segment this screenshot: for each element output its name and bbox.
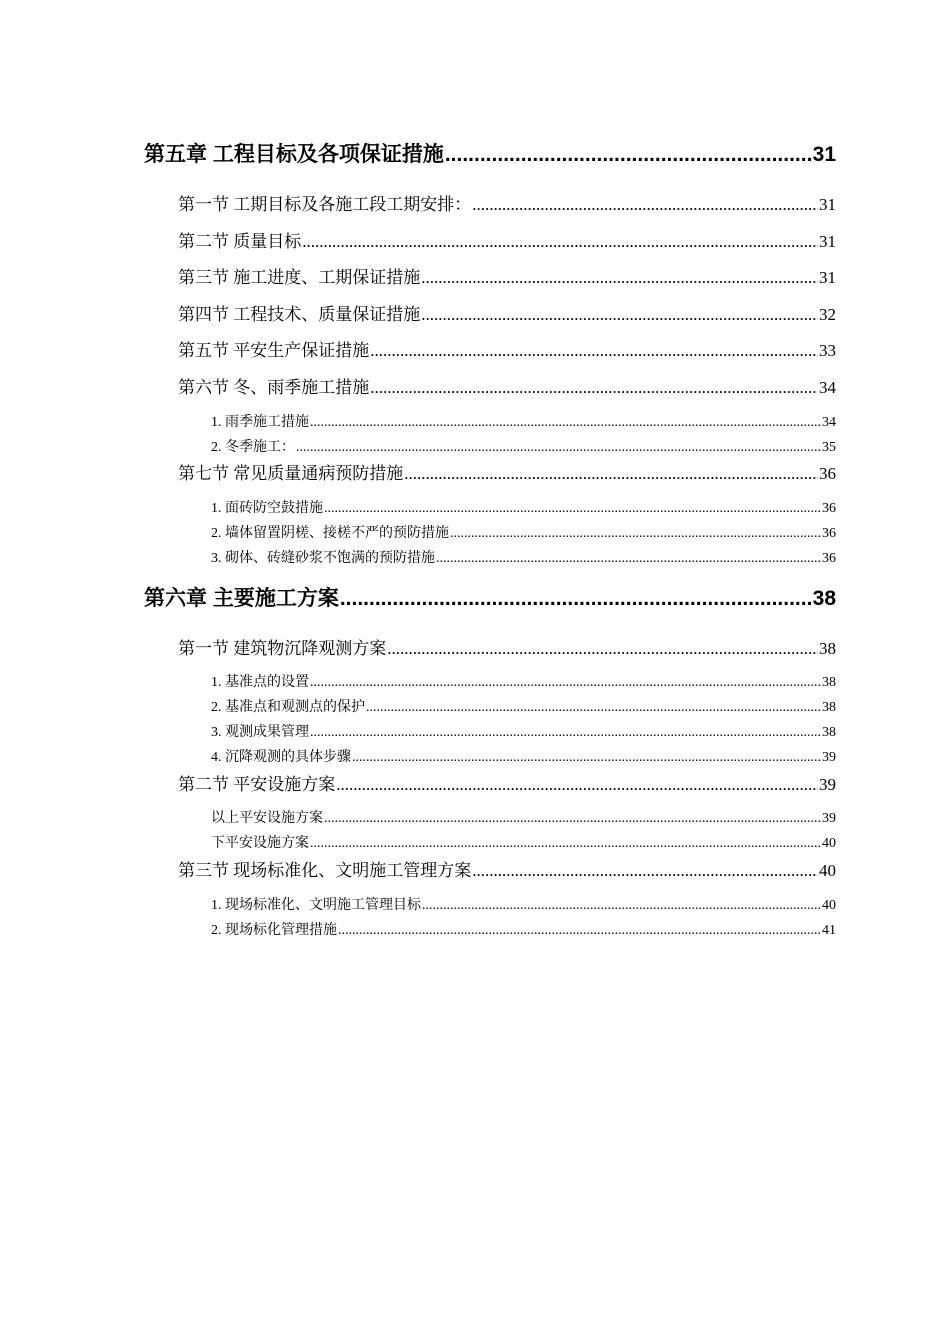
toc-subsection[interactable] bbox=[211, 807, 836, 827]
toc-label: 第二节 质量目标 bbox=[178, 232, 302, 251]
toc-subsection[interactable] bbox=[211, 436, 836, 456]
toc-section[interactable] bbox=[178, 770, 836, 795]
leader-dots bbox=[296, 440, 821, 456]
toc-label: 以上平安设施方案 bbox=[211, 811, 323, 826]
toc-label: 3. 砌体、砖缝砂浆不饱满的预防措施 bbox=[211, 551, 435, 566]
toc-label: 3. 观测成果管理 bbox=[211, 725, 309, 740]
toc-page-number: 38 bbox=[822, 725, 836, 740]
toc-chapter[interactable] bbox=[144, 582, 836, 612]
toc-page-number: 38 bbox=[822, 675, 836, 690]
toc-label: 第五章 工程目标及各项保证措施 bbox=[144, 143, 444, 166]
toc-page-number: 35 bbox=[822, 440, 836, 455]
leader-dots bbox=[422, 898, 821, 914]
toc-label: 1. 现场标准化、文明施工管理目标 bbox=[211, 898, 421, 913]
toc-section[interactable] bbox=[178, 459, 836, 484]
leader-dots bbox=[340, 587, 812, 611]
toc-section[interactable] bbox=[178, 634, 836, 659]
toc-section[interactable] bbox=[178, 373, 836, 398]
toc-label: 第三节 现场标准化、文明施工管理方案 bbox=[178, 861, 472, 880]
toc-subsection[interactable] bbox=[211, 411, 836, 431]
leader-dots bbox=[366, 700, 821, 716]
toc-page-number: 36 bbox=[822, 551, 836, 566]
toc-label: 1. 面砖防空鼓措施 bbox=[211, 501, 323, 516]
toc-label: 第五节 平安生产保证措施 bbox=[178, 341, 370, 360]
leader-dots bbox=[450, 526, 821, 542]
toc-subsection[interactable] bbox=[211, 919, 836, 939]
toc-label: 2. 墙体留置阴槎、接槎不严的预防措施 bbox=[211, 526, 449, 541]
toc-page-number: 31 bbox=[819, 268, 836, 287]
toc-page-number: 36 bbox=[822, 526, 836, 541]
toc-label: 下平安设施方案 bbox=[211, 836, 309, 851]
leader-dots bbox=[370, 378, 818, 398]
toc-section[interactable] bbox=[178, 227, 836, 252]
toc-page-number: 40 bbox=[822, 898, 836, 913]
leader-dots bbox=[310, 415, 821, 431]
toc-label: 第一节 工期目标及各施工段工期安排： bbox=[178, 195, 472, 214]
toc-page-number: 39 bbox=[822, 750, 836, 765]
toc-page-number: 41 bbox=[822, 923, 836, 938]
toc-label: 1. 基准点的设置 bbox=[211, 675, 309, 690]
toc-label: 第七节 常见质量通病预防措施 bbox=[178, 464, 404, 483]
toc-page-number: 40 bbox=[819, 861, 836, 880]
toc-section[interactable] bbox=[178, 263, 836, 288]
leader-dots bbox=[302, 232, 818, 252]
leader-dots bbox=[404, 464, 818, 484]
toc-subsection[interactable] bbox=[211, 894, 836, 914]
leader-dots bbox=[445, 143, 812, 167]
toc-section[interactable] bbox=[178, 190, 836, 215]
toc-section[interactable] bbox=[178, 300, 836, 325]
toc-chapter[interactable] bbox=[144, 138, 836, 168]
toc-label: 1. 雨季施工措施 bbox=[211, 415, 309, 430]
leader-dots bbox=[310, 836, 821, 852]
toc-label: 第一节 建筑物沉降观测方案 bbox=[178, 639, 387, 658]
toc-page-number: 39 bbox=[822, 811, 836, 826]
toc-page-number: 32 bbox=[819, 305, 836, 324]
toc-page-number: 31 bbox=[819, 232, 836, 251]
leader-dots bbox=[387, 639, 818, 659]
toc-subsection[interactable] bbox=[211, 547, 836, 567]
toc-subsection[interactable] bbox=[211, 497, 836, 517]
leader-dots bbox=[324, 501, 821, 517]
toc-subsection[interactable] bbox=[211, 746, 836, 766]
toc-subsection[interactable] bbox=[211, 832, 836, 852]
toc-page-number: 38 bbox=[819, 639, 836, 658]
toc-page-number: 34 bbox=[819, 378, 836, 397]
leader-dots bbox=[310, 675, 821, 691]
toc-label: 第三节 施工进度、工期保证措施 bbox=[178, 268, 421, 287]
leader-dots bbox=[472, 861, 818, 881]
toc-subsection[interactable] bbox=[211, 522, 836, 542]
toc-page-number: 38 bbox=[822, 700, 836, 715]
toc-page-number: 31 bbox=[819, 195, 836, 214]
toc-section[interactable] bbox=[178, 336, 836, 361]
toc-label: 2. 基准点和观测点的保护 bbox=[211, 700, 365, 715]
toc-subsection[interactable] bbox=[211, 696, 836, 716]
toc-page-number: 34 bbox=[822, 415, 836, 430]
toc-label: 2. 冬季施工： bbox=[211, 440, 295, 455]
toc-section[interactable] bbox=[178, 856, 836, 881]
toc-label: 第六节 冬、雨季施工措施 bbox=[178, 378, 370, 397]
toc-label: 第二节 平安设施方案 bbox=[178, 775, 336, 794]
leader-dots bbox=[472, 195, 818, 215]
toc-page-number: 36 bbox=[822, 501, 836, 516]
toc-page-number: 33 bbox=[819, 341, 836, 360]
toc-page-number: 36 bbox=[819, 464, 836, 483]
toc-page-number: 38 bbox=[812, 587, 836, 610]
leader-dots bbox=[421, 268, 818, 288]
leader-dots bbox=[436, 551, 821, 567]
toc-subsection[interactable] bbox=[211, 671, 836, 691]
toc-label: 第六章 主要施工方案 bbox=[144, 587, 339, 610]
toc-page-number: 40 bbox=[822, 836, 836, 851]
leader-dots bbox=[338, 923, 821, 939]
toc-page-number: 31 bbox=[812, 143, 836, 166]
leader-dots bbox=[336, 775, 818, 795]
leader-dots bbox=[370, 341, 818, 361]
toc-label: 4. 沉降观测的具体步骤 bbox=[211, 750, 351, 765]
leader-dots bbox=[352, 750, 821, 766]
leader-dots bbox=[421, 305, 818, 325]
leader-dots bbox=[324, 811, 821, 827]
toc-label: 2. 现场标化管理措施 bbox=[211, 923, 337, 938]
leader-dots bbox=[310, 725, 821, 741]
toc-page-number: 39 bbox=[819, 775, 836, 794]
toc-subsection[interactable] bbox=[211, 721, 836, 741]
toc-label: 第四节 工程技术、质量保证措施 bbox=[178, 305, 421, 324]
